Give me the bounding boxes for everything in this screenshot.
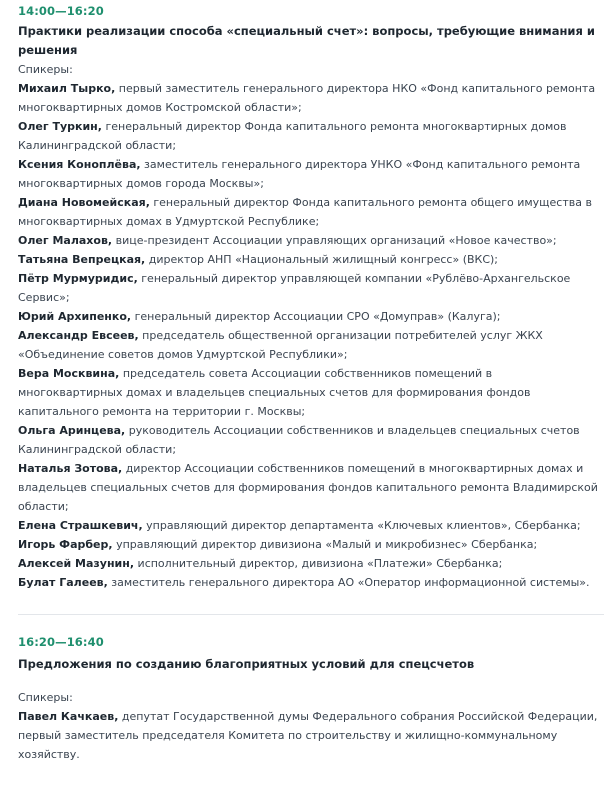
speaker-role: управляющий директор департамента «Ключевых клиентов», Сбербанка; — [142, 519, 581, 532]
speakers-label: Спикеры: — [18, 63, 73, 76]
speaker-name: Елена Страшкевич, — [18, 519, 143, 532]
speaker-item — [18, 307, 600, 326]
speaker-item — [18, 250, 600, 269]
speaker-list — [18, 707, 600, 764]
speaker-name: Вера Москвина, — [18, 367, 120, 380]
speaker-role: председатель общественной организации потребителей услуг ЖКХ «Объединение советов домов Удмуртской Республики»; — [18, 329, 543, 361]
speaker-role: депутат Государственной думы Федерального собрания Российской Федерации, первый заместитель председателя Комитета по строительству и жилищно-коммунальному хозяйству. — [18, 710, 598, 761]
speaker-role: генеральный директор Фонда капитального ремонта многоквартирных домов Калининградской области; — [18, 120, 567, 152]
speaker-list — [18, 79, 600, 592]
speaker-item — [18, 421, 600, 459]
speaker-item — [18, 155, 600, 193]
speaker-item — [18, 193, 600, 231]
speaker-item — [18, 326, 600, 364]
speaker-item — [18, 269, 600, 307]
speaker-name: Ксения Коноплёва, — [18, 158, 141, 171]
speaker-role: первый заместитель генерального директора НКО «Фонд капитального ремонта многоквартирных домов Костромской области»; — [18, 82, 596, 114]
speaker-name: Татьяна Вепрецкая, — [18, 253, 146, 266]
speaker-role: заместитель генерального директора АО «Оператор информационной системы». — [107, 576, 590, 589]
speaker-name: Игорь Фарбер, — [18, 538, 113, 551]
speaker-name: Булат Галеев, — [18, 576, 108, 589]
speaker-role: директор Ассоциации собственников помещений в многоквартирных домах и владельцев специальных счетов для формирования фондов капитального ремонта Владимирской области; — [18, 462, 598, 513]
speaker-name: Михаил Тырко, — [18, 82, 116, 95]
speaker-item — [18, 554, 600, 573]
speaker-name: Наталья Зотова, — [18, 462, 123, 475]
speaker-name: Олег Малахов, — [18, 234, 113, 247]
speaker-item — [18, 459, 600, 516]
speaker-item — [18, 79, 600, 117]
speaker-item — [18, 516, 600, 535]
session-title: Предложения по созданию благоприятных условий для спецсчетов — [18, 657, 475, 671]
speaker-role: руководитель Ассоциации собственников и владельцев специальных счетов Калининградской области; — [18, 424, 580, 456]
session-title: Практики реализации способа «специальный счет»: вопросы, требующие внимания и решения — [18, 24, 595, 57]
speaker-role: председатель совета Ассоциации собственников помещений в многоквартирных домах и владельцев специальных счетов для формирования фондов капитального ремонта на территории г. Москвы; — [18, 367, 531, 418]
speaker-item — [18, 573, 600, 592]
speaker-role: генеральный директор Ассоциации СРО «Домуправ» (Калуга); — [131, 310, 501, 323]
speaker-item — [18, 231, 600, 250]
speaker-name: Юрий Архипенко, — [18, 310, 132, 323]
speakers-label: Спикеры: — [18, 691, 73, 704]
speaker-name: Олег Туркин, — [18, 120, 102, 133]
speaker-role: заместитель генерального директора УНКО «Фонд капитального ремонта многоквартирных домов города Москвы»; — [18, 158, 581, 190]
session-time: 16:20—16:40 — [18, 635, 104, 649]
speaker-name: Диана Новомейская, — [18, 196, 150, 209]
speaker-role: управляющий директор дивизиона «Малый и микробизнес» Сбербанка; — [112, 538, 538, 551]
speaker-name: Ольга Аринцева, — [18, 424, 126, 437]
speaker-item — [18, 535, 600, 554]
speaker-role: вице-президент Ассоциации управляющих организаций «Новое качество»; — [112, 234, 557, 247]
speaker-role: генеральный директор управляющей компании «Рублёво-Архангельское Сервис»; — [18, 272, 571, 304]
speaker-name: Алексей Мазунин, — [18, 557, 135, 570]
speaker-name: Пётр Мурмуридис, — [18, 272, 138, 285]
session-2 — [0, 615, 610, 764]
speaker-role: генеральный директор Фонда капитального ремонта общего имущества в многоквартирных домах в Удмуртской Республике; — [18, 196, 592, 228]
speaker-item — [18, 364, 600, 421]
speaker-name: Павел Качкаев, — [18, 710, 119, 723]
speaker-role: исполнительный директор, дивизиона «Платежи» Сбербанка; — [134, 557, 503, 570]
session-time: 14:00—16:20 — [18, 4, 104, 18]
speaker-item — [18, 117, 600, 155]
speaker-name: Александр Евсеев, — [18, 329, 139, 342]
speaker-role: директор АНП «Национальный жилищный конгресс» (ВКС); — [145, 253, 499, 266]
speaker-item — [18, 707, 600, 764]
